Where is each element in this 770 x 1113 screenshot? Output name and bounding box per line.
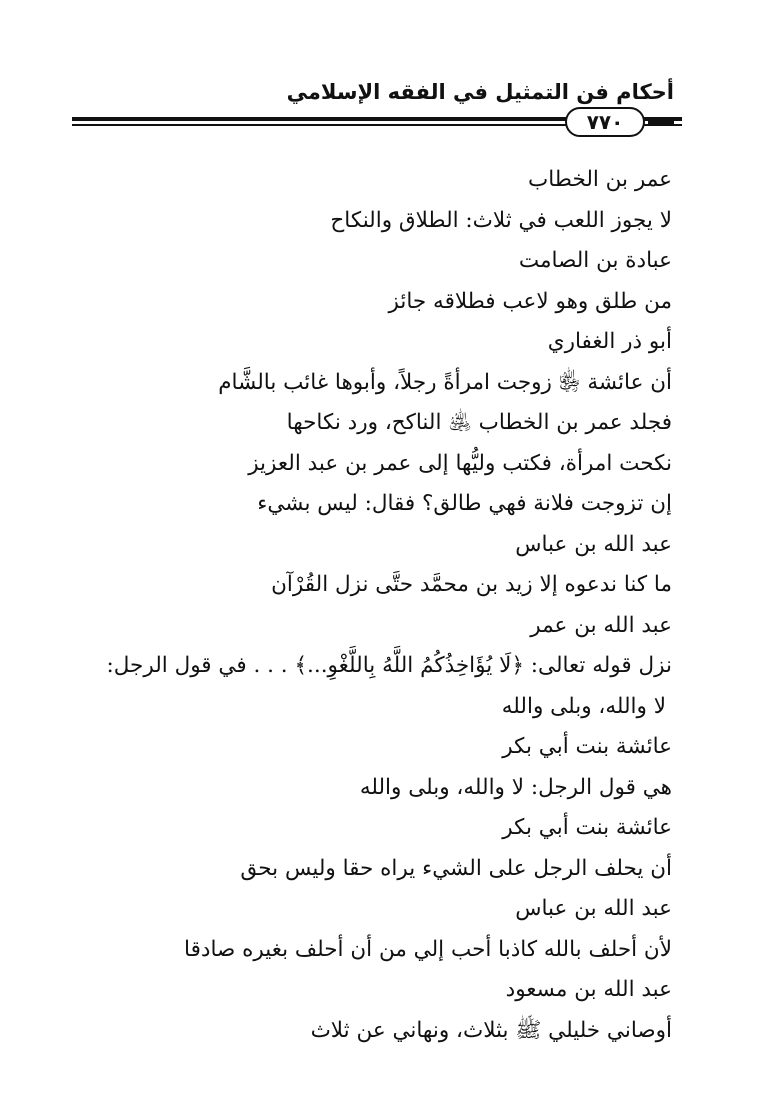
text-line: نكحت امرأة، فكتب وليُّها إلى عمر بن عبد العزيز [248, 450, 672, 476]
page-number-dash [648, 120, 674, 124]
narrator-line: عبادة بن الصامت [518, 248, 672, 273]
text-line: من طلق وهو لاعب فطلاقه جائز [388, 288, 672, 314]
page-number: ٧٧٠ [565, 107, 645, 137]
book-title: أحكام فن التمثيل في الفقه الإسلامي [286, 80, 674, 104]
narrator-line: عبد الله بن عمر [530, 612, 672, 638]
narrator-line: أبو ذر الغفاري [547, 329, 672, 354]
text-line: فجلد عمر بن الخطاب ﵁ الناكح، ورد نكاحها [286, 410, 672, 435]
page-header [0, 0, 770, 140]
text-line: أوصاني خليلي ﷺ بثلاث، ونهاني عن ثلاث [310, 1017, 672, 1043]
text-line: هي قول الرجل: لا والله، وبلى والله [359, 774, 672, 800]
text-line: أن يحلف الرجل على الشيء يراه حقا وليس بحق [240, 855, 672, 881]
narrator-line: عمر بن الخطاب [528, 167, 672, 192]
text-line: أن عائشة ﵂ زوجت امرأةً رجلاً، وأبوها غائب بالشَّام [218, 369, 672, 395]
text-line: إن تزوجت فلانة فهي طالق؟ فقال: ليس بشيء [257, 491, 672, 516]
text-line: نزل قوله تعالى: ﴿لَا يُؤَاخِذُكُمُ اللَّهُ بِاللَّغْوِ...﴾ . . . في قول الرجل: [106, 653, 672, 678]
narrator-line: عبد الله بن مسعود [505, 977, 672, 1002]
text-line: لا يجوز اللعب في ثلاث: الطلاق والنكاح [330, 207, 672, 233]
narrator-line: عبد الله بن عباس [515, 896, 672, 921]
text-line: ما كنا ندعوه إلا زيد بن محمَّد حتَّى نزل القُرْآن [271, 572, 672, 597]
text-line: لا والله، وبلى والله [501, 693, 666, 719]
narrator-line: عائشة بنت أبي بكر [502, 815, 672, 840]
text-line: لأن أحلف بالله كاذبا أحب إلي من أن أحلف بغيره صادقا [184, 936, 672, 962]
narrator-line: عائشة بنت أبي بكر [502, 734, 672, 759]
page-body [72, 160, 672, 1051]
narrator-line: عبد الله بن عباس [515, 531, 672, 557]
